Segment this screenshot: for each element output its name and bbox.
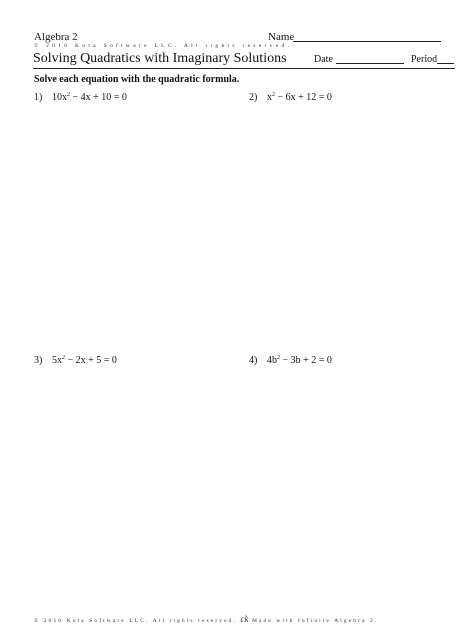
exponent: 2 — [67, 92, 70, 98]
problem-1 — [34, 92, 127, 103]
exponent: 2 — [272, 92, 275, 98]
worksheet-title: Solving Quadratics with Imaginary Solutions — [33, 51, 287, 66]
equation-lead: 4b — [267, 355, 277, 366]
equation-lead: 10x — [52, 92, 67, 103]
instructions: Solve each equation with the quadratic formula. — [34, 74, 240, 85]
problem-number: 2) — [249, 92, 258, 103]
problem-3 — [34, 355, 117, 366]
problem-number: 4) — [249, 355, 258, 366]
exponent: 2 — [62, 355, 65, 361]
equation-lead: x — [267, 92, 272, 103]
header-divider — [33, 68, 455, 69]
problem-4 — [249, 355, 332, 366]
date-label: Date — [314, 54, 333, 65]
footer — [34, 614, 378, 624]
equation-rest: − 4x + 10 = 0 — [70, 92, 127, 103]
date-field-line — [336, 63, 404, 64]
name-field-line — [293, 41, 441, 42]
problem-number: 3) — [34, 355, 43, 366]
footer-mark: ck — [240, 614, 249, 624]
problem-2 — [249, 92, 332, 103]
exponent: 2 — [277, 355, 280, 361]
equation-rest: − 6x + 12 = 0 — [275, 92, 332, 103]
footer-made-with: Made with Infinite Algebra 2. — [251, 618, 379, 624]
course-name: Algebra 2 — [34, 31, 78, 43]
equation-rest: − 3b + 2 = 0 — [280, 355, 332, 366]
equation-rest: − 2x + 5 = 0 — [65, 355, 117, 366]
equation-lead: 5x — [52, 355, 62, 366]
period-field-line — [437, 63, 454, 64]
footer-copyright: © 2016 Kuta Software LLC. All rights reserved. — [34, 618, 237, 624]
period-label: Period — [411, 54, 438, 65]
name-label: Name — [268, 31, 295, 43]
problem-number: 1) — [34, 92, 43, 103]
header-copyright: © 2016 Kuta Software LLC. All rights reserved. — [34, 43, 293, 49]
